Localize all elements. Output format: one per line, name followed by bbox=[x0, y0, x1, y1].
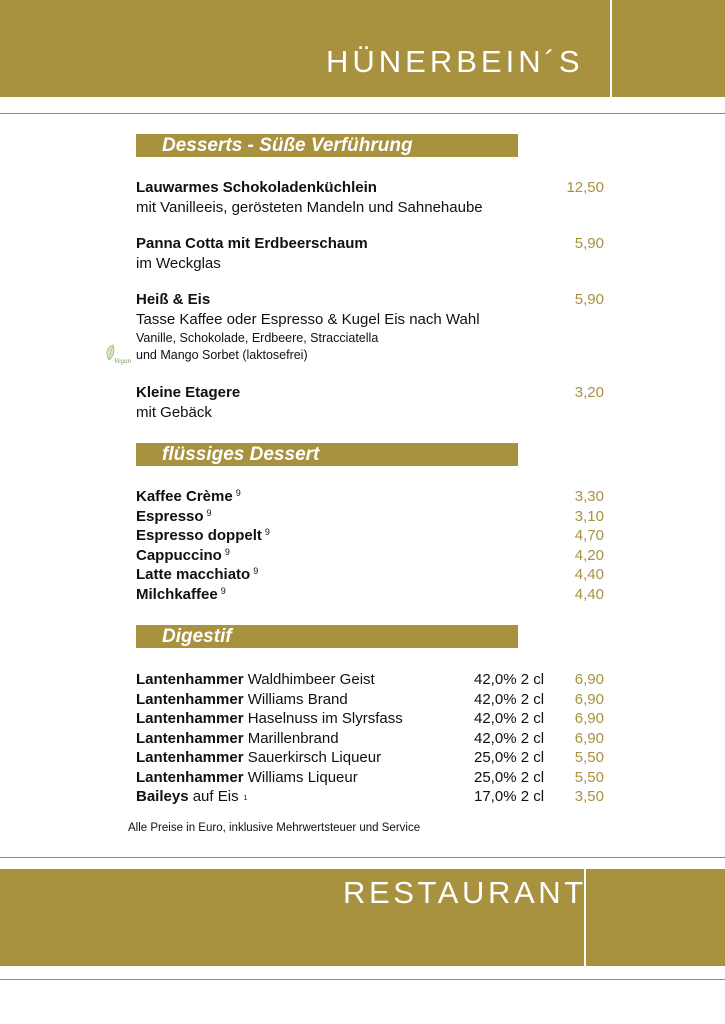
item-price: 3,30 bbox=[574, 488, 604, 505]
item-description: im Weckglas bbox=[136, 255, 221, 272]
item-price: 5,90 bbox=[574, 235, 604, 252]
item-price: 4,20 bbox=[574, 547, 604, 564]
footnote-marker: 9 bbox=[235, 488, 241, 498]
item-price: 3,50 bbox=[574, 788, 604, 805]
item-brand: Lantenhammer bbox=[136, 671, 244, 688]
header-rule bbox=[0, 113, 725, 114]
item-volume: 25,0% 2 cl bbox=[474, 749, 545, 766]
item-name: Kleine Etagere bbox=[136, 384, 241, 401]
item-name: Waldhimbeer Geist bbox=[247, 671, 375, 688]
item-volume: 42,0% 2 cl bbox=[474, 729, 545, 747]
item-brand: Baileys bbox=[136, 788, 189, 805]
item-name: Latte macchiato bbox=[136, 566, 251, 583]
section-title: flüssiges Dessert bbox=[162, 444, 320, 465]
item-price: 4,40 bbox=[574, 566, 604, 583]
section-title: Digestif bbox=[162, 626, 232, 647]
item-brand: Lantenhammer bbox=[136, 690, 244, 708]
item-price: 5,50 bbox=[574, 749, 604, 766]
item-price: 6,90 bbox=[574, 710, 604, 727]
item-brand: Lantenhammer bbox=[136, 749, 244, 766]
footer-rule-bottom bbox=[0, 979, 725, 980]
menu-item bbox=[136, 709, 403, 729]
item-name: Espresso bbox=[136, 508, 204, 525]
menu-item bbox=[136, 234, 368, 274]
footnote-marker: 9 bbox=[264, 527, 270, 537]
footnote-marker: 1 bbox=[243, 795, 248, 802]
item-name: Williams Liqueur bbox=[247, 768, 358, 786]
section-heading-desserts bbox=[136, 134, 518, 157]
item-price: 4,70 bbox=[574, 527, 604, 544]
item-name: Cappuccino bbox=[136, 547, 222, 564]
restaurant-label: RESTAURANT bbox=[343, 875, 587, 910]
menu-item bbox=[136, 768, 358, 788]
vegan-label: Vegan bbox=[114, 357, 132, 365]
item-brand: Lantenhammer bbox=[136, 729, 244, 747]
menu-item bbox=[136, 787, 247, 807]
item-flavors-note: und Mango Sorbet (laktosefrei) bbox=[136, 348, 308, 362]
menu-item bbox=[136, 748, 381, 768]
item-price: 5,90 bbox=[574, 291, 604, 308]
item-name: Espresso doppelt bbox=[136, 527, 262, 544]
item-name: Heiß & Eis bbox=[136, 291, 211, 308]
menu-item bbox=[136, 178, 483, 218]
item-name: Williams Brand bbox=[247, 690, 348, 708]
item-name: Sauerkirsch Liqueur bbox=[247, 749, 382, 766]
menu-item bbox=[136, 526, 270, 546]
item-name: auf Eis bbox=[192, 788, 239, 805]
header-divider bbox=[610, 0, 612, 97]
footnote-marker: 9 bbox=[206, 508, 212, 518]
item-volume: 17,0% 2 cl bbox=[474, 788, 545, 805]
item-name: Marillenbrand bbox=[247, 729, 339, 747]
item-name: Milchkaffee bbox=[136, 586, 218, 603]
footer-rule-top bbox=[0, 857, 725, 858]
menu-item bbox=[136, 690, 348, 710]
item-name: Lauwarmes Schokoladenküchlein bbox=[136, 179, 377, 196]
footnote-marker: 9 bbox=[253, 566, 259, 576]
item-price: 12,50 bbox=[566, 179, 604, 196]
item-brand: Lantenhammer bbox=[136, 768, 244, 786]
menu-item bbox=[136, 290, 480, 364]
menu-item bbox=[136, 546, 230, 566]
item-price: 6,90 bbox=[574, 729, 604, 747]
menu-item bbox=[136, 507, 212, 527]
item-price: 4,40 bbox=[574, 586, 604, 603]
menu-item bbox=[136, 729, 339, 749]
footnote-marker: 9 bbox=[224, 547, 230, 557]
menu-item bbox=[136, 670, 375, 690]
item-price: 6,90 bbox=[574, 671, 604, 688]
section-heading-digestif bbox=[136, 625, 518, 648]
item-price: 3,10 bbox=[574, 508, 604, 525]
header-band bbox=[0, 0, 725, 97]
menu-item bbox=[136, 487, 241, 507]
item-description: mit Vanilleeis, gerösteten Mandeln und Sahnehaube bbox=[136, 199, 483, 216]
footer-band bbox=[0, 869, 725, 966]
item-volume: 25,0% 2 cl bbox=[474, 768, 545, 786]
menu-item bbox=[136, 383, 240, 423]
item-volume: 42,0% 2 cl bbox=[474, 690, 545, 708]
item-price: 6,90 bbox=[574, 690, 604, 708]
footnote-marker: 9 bbox=[220, 586, 226, 596]
item-name: Kaffee Crème bbox=[136, 488, 233, 505]
item-volume: 42,0% 2 cl bbox=[474, 671, 545, 688]
item-description: Tasse Kaffee oder Espresso & Kugel Eis nach Wahl bbox=[136, 311, 480, 328]
item-price: 5,50 bbox=[574, 768, 604, 786]
vegan-leaf-icon bbox=[103, 344, 135, 366]
section-heading-liquid bbox=[136, 443, 518, 466]
section-title: Desserts - Süße Verführung bbox=[162, 135, 413, 156]
item-brand: Lantenhammer bbox=[136, 710, 244, 727]
item-flavors: Vanille, Schokolade, Erdbeere, Stracciatella bbox=[136, 331, 379, 345]
item-price: 3,20 bbox=[574, 384, 604, 401]
price-note: Alle Preise in Euro, inklusive Mehrwertsteuer und Service bbox=[128, 822, 421, 834]
restaurant-name: HÜNERBEIN´S bbox=[326, 44, 584, 79]
item-description: mit Gebäck bbox=[136, 404, 212, 421]
menu-item bbox=[136, 585, 226, 605]
item-volume: 42,0% 2 cl bbox=[474, 710, 545, 727]
item-name: Panna Cotta mit Erdbeerschaum bbox=[136, 235, 368, 252]
menu-item bbox=[136, 565, 258, 585]
item-name: Haselnuss im Slyrsfass bbox=[247, 710, 403, 727]
